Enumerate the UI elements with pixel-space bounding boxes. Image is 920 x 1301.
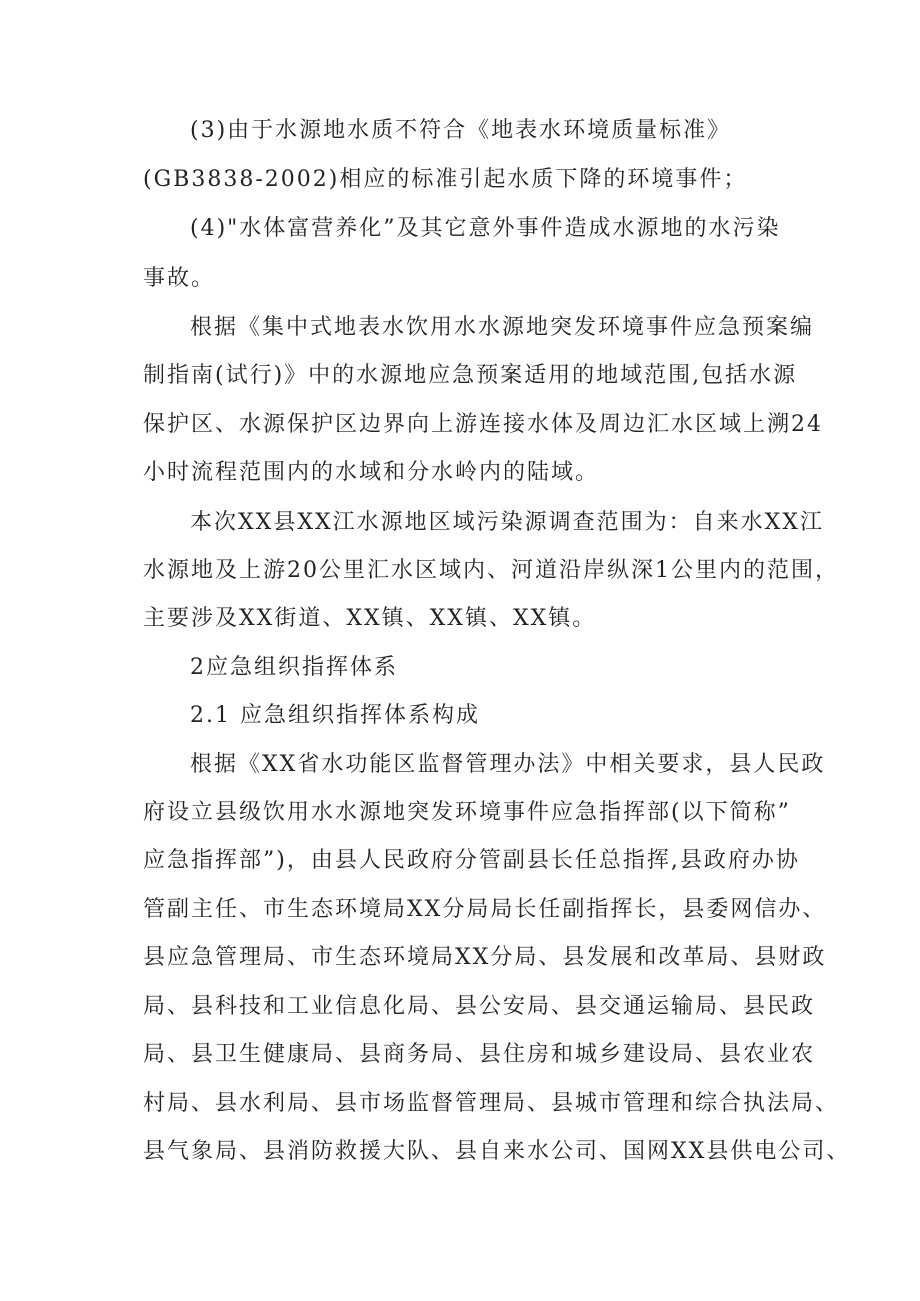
text-line: 管副主任、市生态环境局XX分局局长任副指挥长，县委网信办、 [143, 897, 827, 922]
text-line: 局、县科技和工业信息化局、县公安局、县交通运输局、县民政 [143, 994, 816, 1019]
text-line: 事故。 [143, 266, 216, 291]
text-line: 应急指挥部”)，由县人民政府分管副县长任总指挥,县政府办协 [143, 848, 800, 873]
text-line: 水源地及上游20公里汇水区域内、河道沿岸纵深1公里内的范围， [143, 558, 839, 583]
section-heading: 2应急组织指挥体系 [190, 655, 398, 680]
text-line: (4)"水体富营养化”及其它意外事件造成水源地的水污染 [190, 216, 781, 241]
text-line: 根据《集中式地表水饮用水水源地突发环境事件应急预案编 [190, 315, 815, 340]
text-line: 主要涉及XX街道、XX镇、XX镇、XX镇。 [143, 606, 597, 631]
text-line: (3)由于水源地水质不符合《地表水环境质量标准》 [190, 118, 732, 143]
text-line: 保护区、水源保护区边界向上游连接水体及周边汇水区域上溯24 [143, 412, 823, 437]
text-line: 根据《XX省水功能区监督管理办法》中相关要求，县人民政 [190, 752, 826, 777]
text-line: 局、县卫生健康局、县商务局、县住房和城乡建设局、县农业农 [143, 1042, 816, 1067]
text-line: 府设立县级饮用水水源地突发环境事件应急指挥部(以下简称” [143, 800, 791, 825]
text-line: 制指南(试行)》中的水源地应急预案适用的地域范围,包括水源 [143, 363, 798, 388]
text-line: 县气象局、县消防救援大队、县自来水公司、国网XX县供电公司、 [143, 1139, 851, 1164]
text-line: (GB3838-2002)相应的标准引起水质下降的环境事件； [143, 167, 748, 192]
text-line: 小时流程范围内的水域和分水岭内的陆域。 [143, 460, 600, 485]
subsection-heading: 2.1 应急组织指挥体系构成 [190, 703, 480, 728]
text-line: 村局、县水利局、县市场监督管理局、县城市管理和综合执法局、 [143, 1091, 840, 1116]
text-line: 本次XX县XX江水源地区域污染源调查范围为：自来水XX江 [190, 510, 824, 535]
text-line: 县应急管理局、市生态环境局XX分局、县发展和改革局、县财政 [143, 945, 827, 970]
